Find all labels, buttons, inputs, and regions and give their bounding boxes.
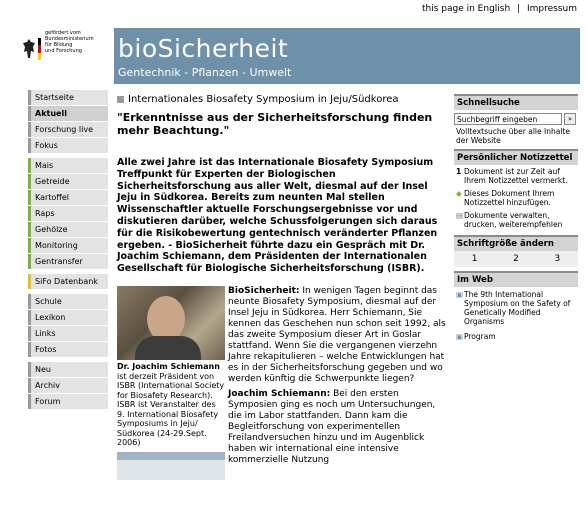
sidebar-item-gentransfer[interactable]: Gentransfer [28,254,108,269]
question-text: In wenigen Tagen beginnt das neunte Biosafety Symposium, diesmal auf der Insel Jeju in Südkorea. Herr Schiemann, Sie kennen das Geschehen nun schon seit 1992, als das zweite Symposium dieser Art in Goslar stattfand. Wenn Sie die vergangenen vierzehn Jahre rekapitulieren – welche Entwicklungen hat es in der Sicherheitsforschung gegeben und wo werden künftig die Schwerpunkte liegen? [228,286,446,384]
site-banner[interactable] [114,28,580,84]
logo-line: Bundesministerium [45,36,94,42]
plus-icon: ◆ [456,189,462,198]
web-link-text: The 9th International Symposium on the Safety of Genetically Modified Organisms [464,290,571,326]
article-lead: Alle zwei Jahre ist das Internationale Biosafety Symposium Treffpunkt für Experten der Biologischen Sicherheitsforschung aus aller Welt, diesmal auf der Insel Jeju in Südkorea. Bereits zum neunten Mal stellen Wissenschaftler aktuelle Forschungsergebnisse vor und diskutieren darüber, welche Schussfolgerungen sich daraus für die Risikobewertung gentechnisch veränderter Pflanzen ergeben. - BioSicherheit führte dazu ein Gespräch mit Dr. Joachim Schiemann, dem Präsidenten der Internationalen Gesellschaft für Biologische Sicherheitsforschung (ISBR). [117,157,438,275]
article-heading-text: Internationales Biosafety Symposium in Jeju/Südkorea [128,94,399,105]
bmbf-logo[interactable] [18,30,110,70]
sidebar-nav [28,90,108,410]
logo-line: gefördert vom [45,30,81,36]
document-icon: ▤ [456,211,464,220]
add-note-link[interactable] [454,187,578,209]
web-links-heading: Im Web [454,271,578,287]
caption-name: Dr. Joachim Schiemann [117,362,220,371]
search-button[interactable]: » [564,113,576,125]
site-title: bioSicherheit [118,34,289,63]
symposium-banner-image[interactable] [117,452,225,480]
answer-label: Joachim Schiemann: [228,389,331,399]
answer-text: Bei den ersten Symposien ging es noch um Untersuchungen, die im Labor stattfanden. Dann kam die Begleitforschung von experimentellen Freilandversuchen hinzu und im Augenblick haben wir international eine intensive kommerzielle Nutzung [228,389,436,465]
bullet-square-icon [117,96,124,103]
web-link-symposium[interactable] [454,287,578,329]
search-input[interactable] [454,113,562,125]
question-label: BioSicherheit: [228,286,300,296]
sidebar-item-archiv[interactable]: Archiv [28,378,108,393]
search-note: Volltextsuche über alle Inhalte der Website [456,127,570,145]
external-link-icon: ▣ [456,332,464,341]
font-size-heading: Schriftgröße ändern [454,235,578,251]
note-count: 1 [456,167,462,176]
sidebar-item-fokus[interactable]: Fokus [28,138,108,153]
notes-heading: Persönlicher Notizzettel [454,149,578,165]
font-size-box [454,235,578,267]
interview-question [228,286,448,385]
main-content [117,94,447,275]
font-size-2-button[interactable]: 2 [513,254,519,264]
interview-text [228,286,448,470]
quick-search-box [454,94,578,145]
logo-line: für Bildung [45,42,73,48]
impressum-link[interactable]: Impressum [526,4,577,14]
sidebar-item-startseite[interactable]: Startseite [28,90,108,105]
caption-text: ist derzeit Präsident von ISBR (International Society for Biosafety Research). ISBR ist Veranstalter des 9. International Biosafety Symposiums in Jeju/ Südkorea (24-29.Sept. 2006) [117,371,225,447]
sidebar-item-kartoffel[interactable]: Kartoffel [28,190,108,205]
site-subtitle: Gentechnik - Pflanzen - Umwelt [118,66,292,79]
notes-box [454,149,578,231]
sidebar-item-aktuell[interactable]: Aktuell [28,106,108,121]
manage-notes-text: Dokumente verwalten, drucken, weiterempfehlen [464,211,563,229]
sidebar-item-fotos[interactable]: Fotos [28,342,108,357]
right-sidebar [454,94,578,348]
sidebar-item-forum[interactable]: Forum [28,394,108,409]
photo-column [117,286,225,480]
note-status [454,165,578,187]
sidebar-item-sifo-datenbank[interactable]: SiFo Datenbank [28,274,108,289]
add-note-text: Dieses Dokument Ihrem Notizzettel hinzufügen. [464,189,555,207]
separator: | [517,4,521,14]
photo-caption [117,362,225,448]
article-quote: "Erkenntnisse aus der Sicherheitsforschung finden mehr Beachtung." [117,111,433,137]
top-links [420,4,579,14]
logo-text [45,30,115,54]
english-link[interactable]: this page in English [421,4,511,14]
portrait-photo [117,286,225,360]
web-link-program[interactable] [454,329,578,344]
sidebar-item-neu[interactable]: Neu [28,362,108,377]
sidebar-item-links[interactable]: Links [28,326,108,341]
sidebar-item-schule[interactable]: Schule [28,294,108,309]
font-size-3-button[interactable]: 3 [554,254,561,264]
logo-line: und Forschung [45,48,82,54]
font-size-1-button[interactable]: 1 [471,254,478,264]
manage-notes-link[interactable] [454,209,578,231]
external-link-icon: ▣ [456,290,464,299]
article-heading [117,94,447,105]
sidebar-item-lexikon[interactable]: Lexikon [28,310,108,325]
web-link-text: Program [464,332,496,341]
sidebar-item-getreide[interactable]: Getreide [28,174,108,189]
note-status-text: Dokument ist zur Zeit auf Ihrem Notizzettel vermerkt. [464,167,568,185]
quick-search-heading: Schnellsuche [454,94,578,110]
sidebar-item-gehoelze[interactable]: Gehölze [28,222,108,237]
sidebar-item-raps[interactable]: Raps [28,206,108,221]
interview-answer [228,389,448,466]
sidebar-item-mais[interactable]: Mais [28,158,108,173]
web-links-box [454,271,578,344]
eagle-icon [22,38,36,60]
sidebar-item-monitoring[interactable]: Monitoring [28,238,108,253]
german-flag-icon [38,38,41,60]
sidebar-item-forschung-live[interactable]: Forschung live [28,122,108,137]
